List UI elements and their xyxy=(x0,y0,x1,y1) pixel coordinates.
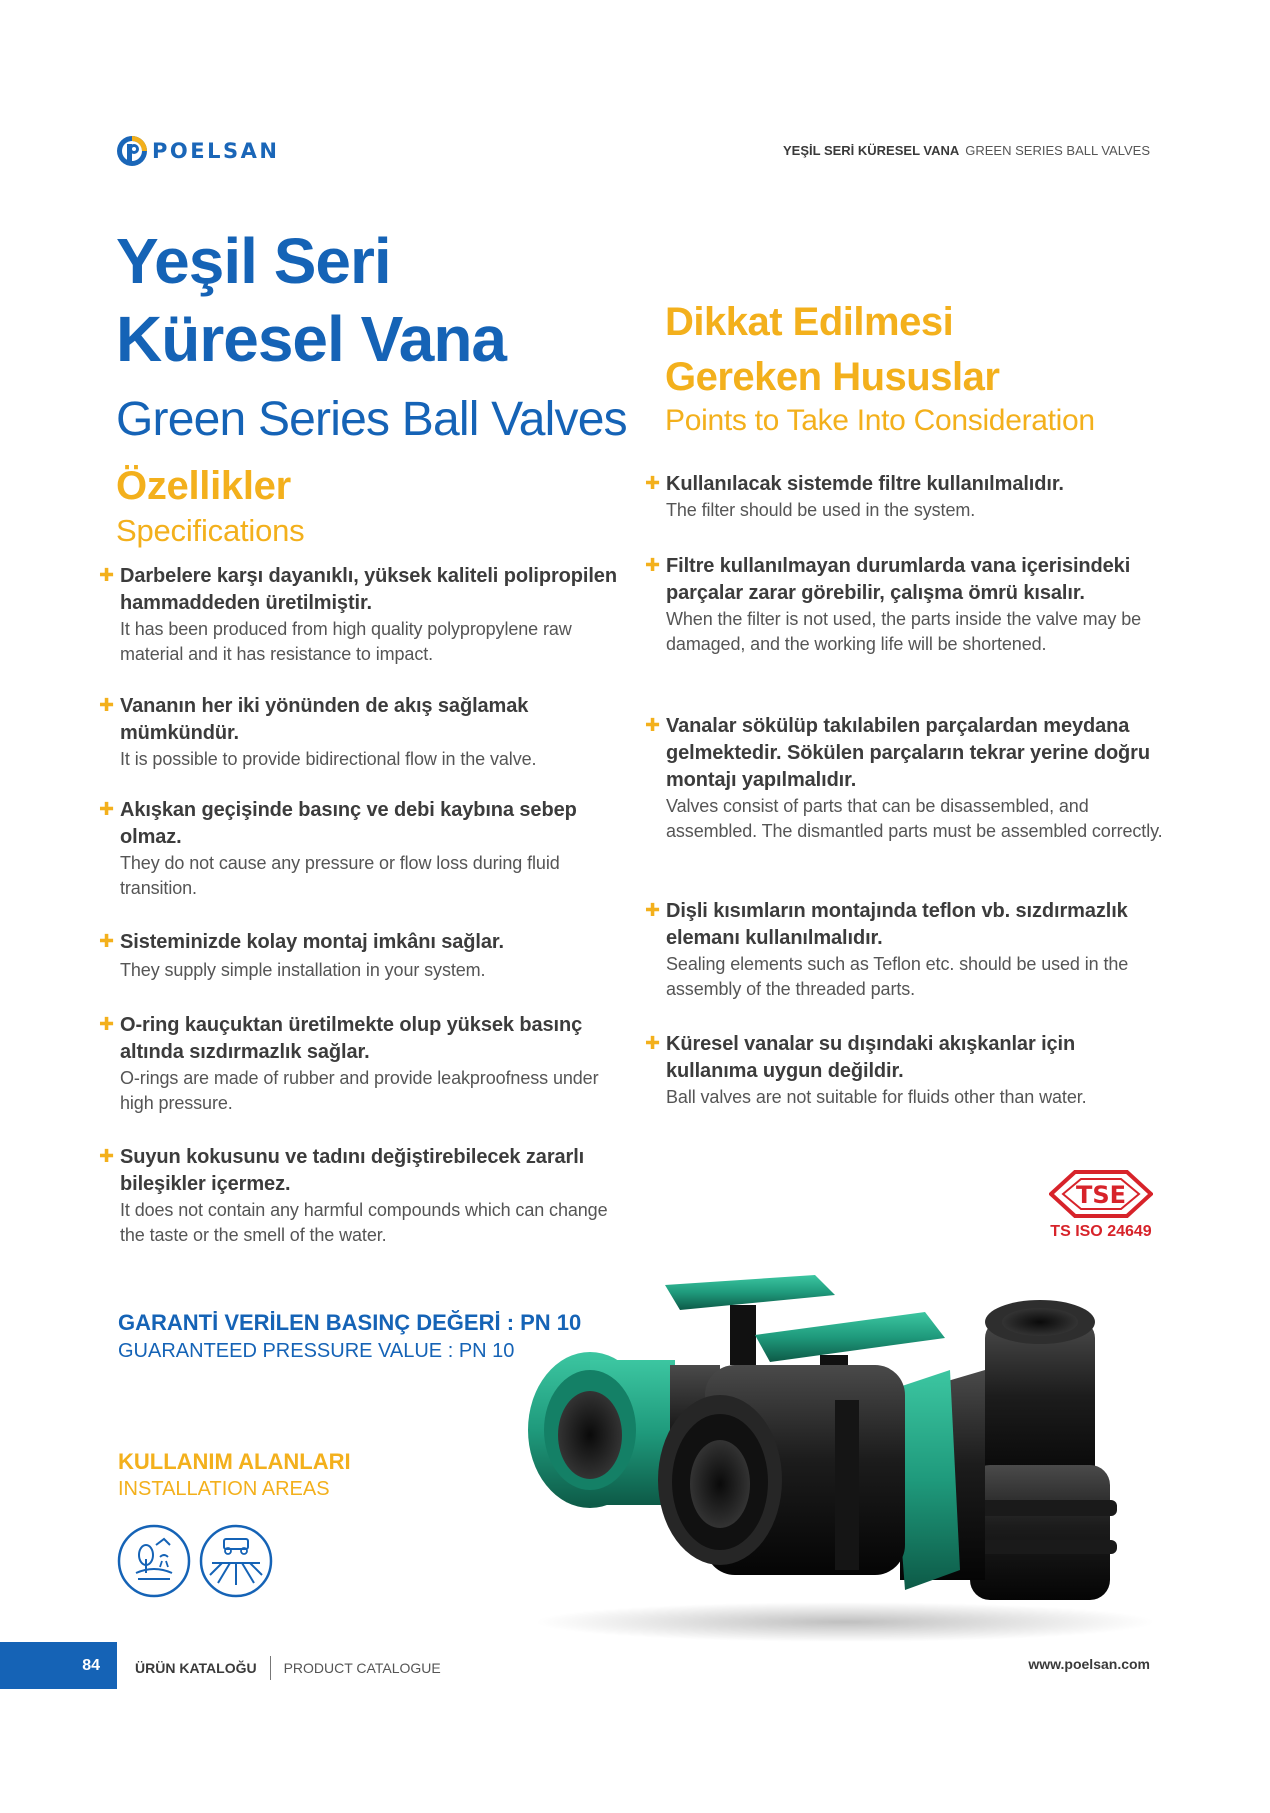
page-title xyxy=(116,222,506,378)
consideration-item-en: Valves consist of parts that can be disassembled, and assembled. The dismantled parts must be assembled correctly. xyxy=(666,796,1163,841)
page-title-line2: Küresel Vana xyxy=(116,303,506,376)
footer-divider xyxy=(270,1656,271,1680)
spec-item xyxy=(99,1144,619,1248)
consideration-item xyxy=(645,553,1170,657)
plus-icon: ✚ xyxy=(99,931,115,951)
spec-item-tr: Vananın her iki yönünden de akış sağlamak mümkündür. xyxy=(120,695,529,744)
header-category xyxy=(783,143,1150,158)
specs-subtitle: Specifications xyxy=(116,513,305,548)
considerations-title-line2: Gereken Hususlar xyxy=(665,355,1000,400)
consideration-item-tr: Vanalar sökülüp takılabilen parçalardan meydana gelmektedir. Sökülen parçaların tekrar yerine doğru montajı yapılmalıdır. xyxy=(666,715,1150,791)
footer-website-link[interactable]: www.poelsan.com xyxy=(1028,1656,1150,1672)
spec-item-tr: Suyun kokusunu ve tadını değiştirebilecek zararlı bileşikler içermez. xyxy=(120,1146,585,1195)
usage-title: KULLANIM ALANLARI xyxy=(118,1449,351,1474)
field-irrigation-icon xyxy=(198,1523,274,1599)
consideration-item-tr: Dişli kısımların montajında teflon vb. sızdırmazlık elemanı kullanılmalıdır. xyxy=(666,900,1128,949)
spec-item xyxy=(99,1012,619,1116)
page-title-line1: Yeşil Seri xyxy=(116,225,391,297)
consideration-item xyxy=(645,713,1170,844)
page-number: 84 xyxy=(0,1642,117,1689)
header-category-en: GREEN SERIES BALL VALVES xyxy=(965,143,1150,158)
plus-icon: ✚ xyxy=(645,555,661,575)
considerations-subtitle: Points to Take Into Consideration xyxy=(665,404,1095,437)
consideration-item-en: Sealing elements such as Teflon etc. should be used in the assembly of the threaded parts. xyxy=(666,954,1129,999)
consideration-item-en: Ball valves are not suitable for fluids other than water. xyxy=(666,1087,1087,1107)
plus-icon: ✚ xyxy=(99,799,115,819)
plus-icon: ✚ xyxy=(99,565,115,585)
consideration-item xyxy=(645,898,1170,1002)
brand-logo xyxy=(116,134,279,168)
page-subtitle: Green Series Ball Valves xyxy=(116,393,627,446)
spec-item-en: O-rings are made of rubber and provide leakproofness under high pressure. xyxy=(120,1068,599,1113)
garden-irrigation-icon xyxy=(116,1523,192,1599)
spec-item-tr: O-ring kauçuktan üretilmekte olup yüksek basınç altında sızdırmazlık sağlar. xyxy=(120,1014,583,1063)
consideration-item-en: When the filter is not used, the parts inside the valve may be damaged, and the working life will be shortened. xyxy=(666,609,1142,654)
plus-icon: ✚ xyxy=(99,1146,115,1166)
spec-item-en: It has been produced from high quality polypropylene raw material and it has resistance to impact. xyxy=(120,619,572,664)
usage-subtitle: INSTALLATION AREAS xyxy=(118,1478,330,1500)
spec-item xyxy=(99,929,619,983)
footer-catalogue-tr: ÜRÜN KATALOĞU xyxy=(135,1660,257,1676)
consideration-item xyxy=(645,471,1170,523)
specs-title: Özellikler xyxy=(116,464,291,508)
tse-mark-text: TSE xyxy=(1075,1181,1127,1209)
consideration-item-tr: Kullanılacak sistemde filtre kullanılmalıdır. xyxy=(666,473,1064,495)
tse-certification xyxy=(1045,1168,1157,1241)
tse-standard: TS ISO 24649 xyxy=(1050,1223,1152,1240)
plus-icon: ✚ xyxy=(99,1014,115,1034)
plus-icon: ✚ xyxy=(645,1033,661,1053)
spec-item xyxy=(99,563,619,667)
ball-valves-product-image xyxy=(515,1250,1170,1645)
spec-item-tr: Sisteminizde kolay montaj imkânı sağlar. xyxy=(120,931,504,953)
consideration-item xyxy=(645,1031,1170,1110)
spec-item-en: It does not contain any harmful compounds which can change the taste or the smell of the water. xyxy=(120,1200,608,1245)
consideration-item-en: The filter should be used in the system. xyxy=(666,500,976,520)
header-category-tr: YEŞİL SERİ KÜRESEL VANA xyxy=(783,143,960,158)
pressure-value-tr: GARANTİ VERİLEN BASINÇ DEĞERİ : PN 10 xyxy=(118,1310,582,1335)
considerations-title xyxy=(665,295,999,405)
consideration-item-tr: Filtre kullanılmayan durumlarda vana içerisindeki parçalar zarar görebilir, çalışma ömrü kısalır. xyxy=(666,555,1131,604)
spec-item-en: They do not cause any pressure or flow loss during fluid transition. xyxy=(120,853,560,898)
footer-catalogue-en: PRODUCT CATALOGUE xyxy=(283,1660,441,1676)
plus-icon: ✚ xyxy=(645,715,661,735)
plus-icon: ✚ xyxy=(645,473,661,493)
spec-item-en: It is possible to provide bidirectional flow in the valve. xyxy=(120,749,537,769)
consideration-item-tr: Küresel vanalar su dışındaki akışkanlar için kullanıma uygun değildir. xyxy=(666,1033,1076,1082)
plus-icon: ✚ xyxy=(645,900,661,920)
spec-item-en: They supply simple installation in your system. xyxy=(120,960,486,980)
spec-item-tr: Darbelere karşı dayanıklı, yüksek kaliteli polipropilen hammaddeden üretilmiştir. xyxy=(120,565,617,614)
spec-item xyxy=(99,797,619,901)
poelsan-logo-icon xyxy=(116,135,148,167)
considerations-title-line1: Dikkat Edilmesi xyxy=(665,300,954,344)
pressure-value-en: GUARANTEED PRESSURE VALUE : PN 10 xyxy=(118,1340,515,1362)
spec-item xyxy=(99,693,619,772)
tse-mark-icon xyxy=(1049,1168,1153,1220)
plus-icon: ✚ xyxy=(99,695,115,715)
spec-item-tr: Akışkan geçişinde basınç ve debi kaybına sebep olmaz. xyxy=(120,799,577,848)
brand-name: POELSAN xyxy=(152,139,280,163)
footer-catalogue xyxy=(135,1656,441,1680)
